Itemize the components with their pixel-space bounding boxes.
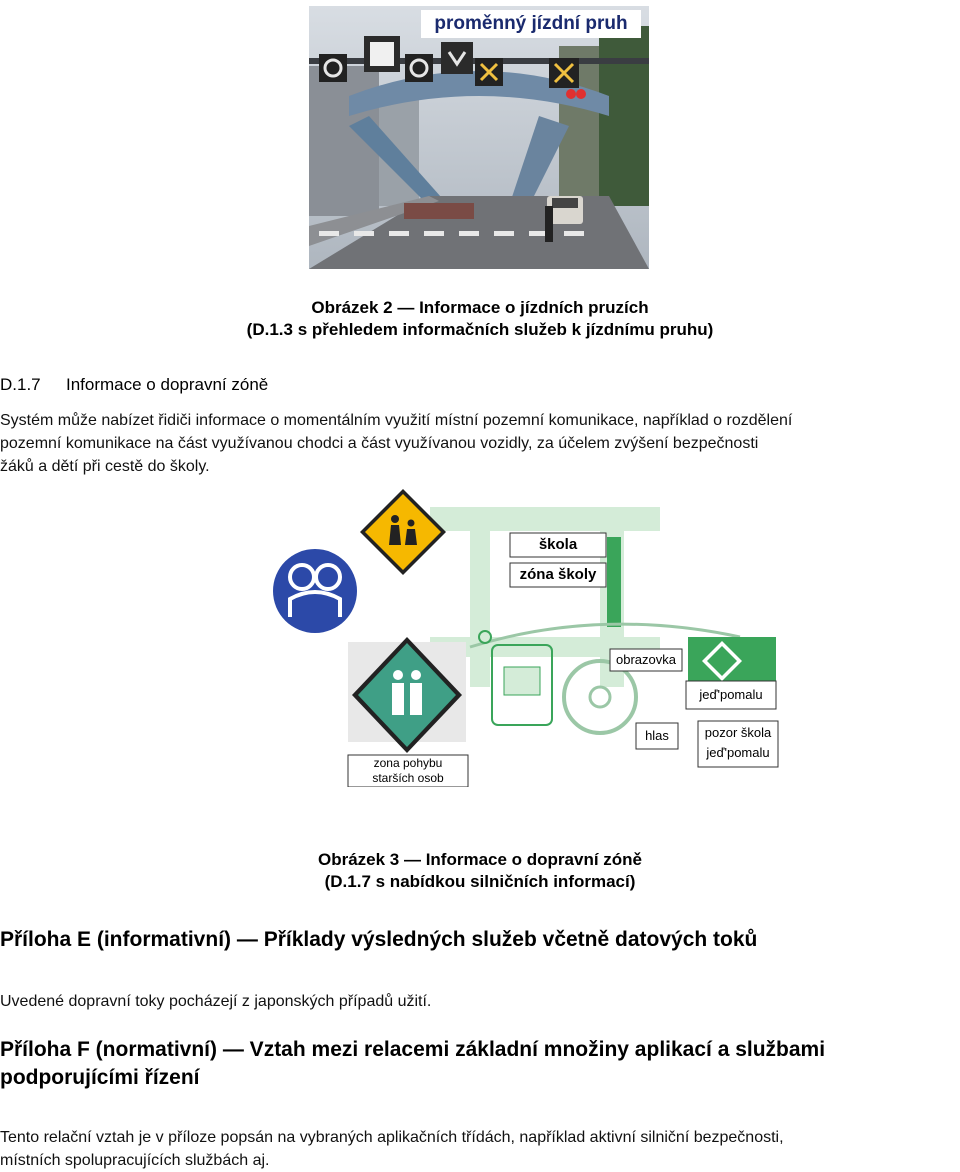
section-number: D.1.7 — [0, 375, 41, 394]
traffic-zone-illustration — [270, 487, 810, 787]
annex-f-text-line2: místních spolupracujících službách aj. — [0, 1152, 270, 1169]
section-title: Informace o dopravní zóně — [66, 375, 269, 394]
section-text-line2: pozemní komunikace na část využívanou chodci a část využívanou vozidly, za účelem zvýšení bezpečnosti — [0, 435, 759, 452]
figure2-caption-line1: Obrázek 2 — Informace o jízdních pruzích — [311, 298, 649, 317]
label-pozor-skola: pozor škola — [704, 725, 772, 740]
label-obrazovka: obrazovka — [616, 652, 676, 667]
label-jed-pomalu-2: jeď'pomalu — [706, 745, 770, 760]
label-hlas: hlas — [645, 728, 669, 743]
section-text-line3: žáků a dětí při cestě do školy. — [0, 458, 210, 475]
label-skola: škola — [538, 536, 578, 553]
label-zona-pohybu-2: starších osob — [372, 771, 444, 785]
label-zona-pohybu-1: zona pohybu — [373, 756, 443, 770]
annex-f-text-line1: Tento relační vztah je v příloze popsán na vybraných aplikačních třídách, například aktivní silniční bezpečnosti, — [0, 1129, 784, 1146]
annex-f-heading-line1: Příloha F (normativní) — Vztah mezi relacemi základní množiny aplikací a službami — [0, 1038, 826, 1061]
photo-label: proměnný jízdní pruh — [434, 13, 628, 34]
label-jed-pomalu-1: jeď'pomalu — [699, 687, 763, 702]
annex-f-heading-line2: podporujícími řízení — [0, 1066, 200, 1089]
section-text-line1: Systém může nabízet řidiči informace o momentálním využití místní pozemní komunikace, například o rozdělení — [0, 412, 793, 429]
figure3-caption-line2: (D.1.7 s nabídkou silničních informací) — [324, 872, 636, 891]
annex-e-text: Uvedené dopravní toky pocházejí z japonských případů užití. — [0, 993, 432, 1010]
label-zona-skoly: zóna školy — [519, 566, 597, 583]
figure3-caption-line1: Obrázek 3 — Informace o dopravní zóně — [317, 850, 643, 869]
lane-photo — [309, 6, 649, 269]
figure2-caption-line2: (D.1.3 s přehledem informačních služeb k jízdnímu pruhu) — [246, 320, 714, 339]
annex-e-heading: Příloha E (informativní) — Příklady výsledných služeb včetně datových toků — [0, 928, 758, 951]
